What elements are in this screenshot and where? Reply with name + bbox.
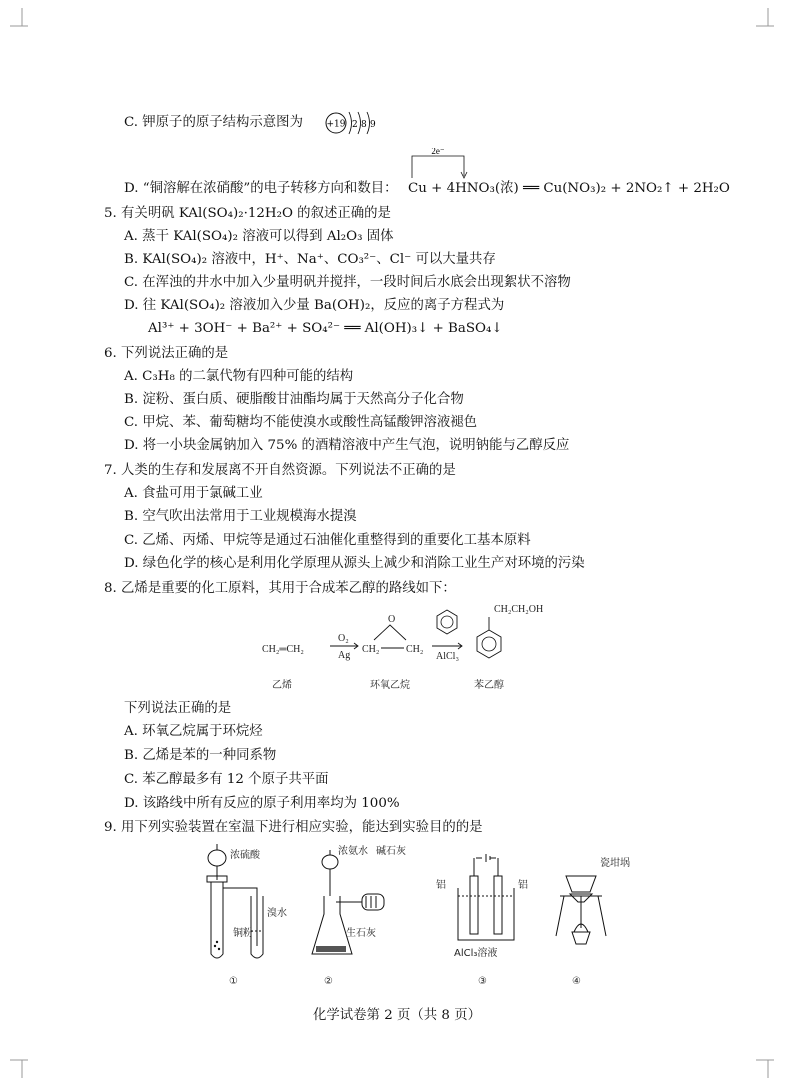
reagent-o2: O₂ <box>338 633 349 644</box>
electron-transfer-arrow <box>408 148 478 180</box>
option-6a: A. C₃H₈ 的二氯代物有四种可能的结构 <box>124 369 354 384</box>
apparatus-2 <box>300 836 420 991</box>
epoxide-ch2-right: CH₂ <box>406 644 424 655</box>
question-9: 9. 用下列实验装置在室温下进行相应实验，能达到实验目的的是 <box>104 820 483 835</box>
option-5d-equation: Al³⁺ + 3OH⁻ + Ba²⁺ + SO₄²⁻ ══ Al(OH)₃↓ + BaSO₄↓ <box>148 321 503 336</box>
option-8d: D. 该路线中所有反应的原子利用率均为 100% <box>124 796 400 811</box>
crop-mark-top-left <box>10 8 40 38</box>
option-7b: B. 空气吹出法常用于工业规模海水提溴 <box>124 509 357 524</box>
question-5: 5. 有关明矾 KAl(SO₄)₂·12H₂O 的叙述正确的是 <box>104 206 391 221</box>
ethene-formula: CH₂═CH₂ <box>262 644 304 655</box>
product-benzene-ring <box>477 630 501 658</box>
label-epoxide: 环氧乙烷 <box>370 680 410 691</box>
crop-mark-top-right <box>756 8 786 38</box>
label-ethene: 乙烯 <box>272 680 292 691</box>
option-8c: C. 苯乙醇最多有 12 个原子共平面 <box>124 772 329 787</box>
label-conc-ammonia: 浓氨水 <box>338 846 368 857</box>
shell-1: 2 <box>352 120 358 130</box>
label-soda-lime: 碱石灰 <box>376 846 406 857</box>
apparatus-1-number: ① <box>229 976 238 987</box>
nucleus-charge: +19 <box>326 119 346 130</box>
option-8b: B. 乙烯是苯的一种同系物 <box>124 748 277 763</box>
label-aluminum-right: 铝 <box>518 880 528 891</box>
label-copper-powder: 铜粉 <box>233 928 253 939</box>
label-quicklime: 生石灰 <box>346 928 376 939</box>
epoxide-ch2-left: CH₂ <box>362 644 380 655</box>
potassium-atom-diagram <box>325 108 385 138</box>
electron-count: 2e⁻ <box>431 148 445 156</box>
label-porcelain-crucible: 瓷坩埚 <box>600 858 630 869</box>
question-8-stem: 下列说法正确的是 <box>124 701 232 716</box>
option-7d: D. 绿色化学的核心是利用化学原理从源头上减少和消除工业生产对环境的污染 <box>124 556 585 571</box>
apparatus-1 <box>195 836 305 991</box>
apparatus-3 <box>428 836 548 991</box>
apparatus-4 <box>540 836 630 991</box>
product-side-chain: CH₂CH₂OH <box>494 604 544 615</box>
apparatus-4-number: ④ <box>572 976 581 987</box>
option-4c: C. 钾原子的原子结构示意图为 <box>124 115 303 130</box>
option-6d: D. 将一小块金属钠加入 75% 的酒精溶液中产生气泡，说明钠能与乙醇反应 <box>124 438 570 453</box>
apparatus-3-number: ③ <box>478 976 487 987</box>
crop-mark-bottom-left <box>10 1048 40 1078</box>
benzene-reagent-ring <box>437 610 457 634</box>
question-8: 8. 乙烯是重要的化工原料，其用于合成苯乙醇的路线如下： <box>104 581 456 596</box>
synthesis-scheme <box>262 600 562 695</box>
option-4d-prefix: D. “铜溶解在浓硝酸”的电子转移方向和数目： <box>124 181 398 196</box>
label-aluminum-left: 铝 <box>436 880 446 891</box>
option-5c: C. 在浑浊的井水中加入少量明矾并搅拌，一段时间后水底会出现絮状不溶物 <box>124 275 571 290</box>
question-6: 6. 下列说法正确的是 <box>104 346 229 361</box>
option-6c: C. 甲烷、苯、葡萄糖均不能使溴水或酸性高锰酸钾溶液褪色 <box>124 415 478 430</box>
reagent-alcl3: AlCl₃ <box>436 651 459 662</box>
option-8a: A. 环氧乙烷属于环烷烃 <box>124 724 263 739</box>
epoxide-oxygen: O <box>388 614 396 625</box>
label-phenylethanol: 苯乙醇 <box>474 680 504 691</box>
option-5a: A. 蒸干 KAl(SO₄)₂ 溶液可以得到 Al₂O₃ 固体 <box>124 229 394 244</box>
shell-3: 9 <box>370 120 376 130</box>
question-7: 7. 人类的生存和发展离不开自然资源。下列说法不正确的是 <box>104 463 456 478</box>
shell-2: 8 <box>361 120 367 130</box>
crop-mark-bottom-right <box>756 1048 786 1078</box>
page-footer: 化学试卷第 2 页（共 8 页） <box>313 1008 481 1023</box>
apparatus-2-number: ② <box>324 976 333 987</box>
option-6b: B. 淀粉、蛋白质、硬脂酸甘油酯均属于天然高分子化合物 <box>124 392 464 407</box>
label-conc-h2so4: 浓硫酸 <box>230 850 260 861</box>
label-alcl3-solution: AlCl₃溶液 <box>454 948 498 959</box>
label-bromine-water: 溴水 <box>267 908 287 919</box>
option-5b: B. KAl(SO₄)₂ 溶液中，H⁺、Na⁺、CO₃²⁻、Cl⁻ 可以大量共存 <box>124 252 496 267</box>
option-7c: C. 乙烯、丙烯、甲烷等是通过石油催化重整得到的重要化工基本原料 <box>124 533 531 548</box>
option-7a: A. 食盐可用于氯碱工业 <box>124 486 263 501</box>
option-4d-equation: Cu + 4HNO₃(浓) ══ Cu(NO₃)₂ + 2NO₂↑ + 2H₂O <box>408 181 730 196</box>
option-5d: D. 往 KAl(SO₄)₂ 溶液加入少量 Ba(OH)₂，反应的离子方程式为 <box>124 298 505 313</box>
reagent-ag: Ag <box>338 650 351 661</box>
